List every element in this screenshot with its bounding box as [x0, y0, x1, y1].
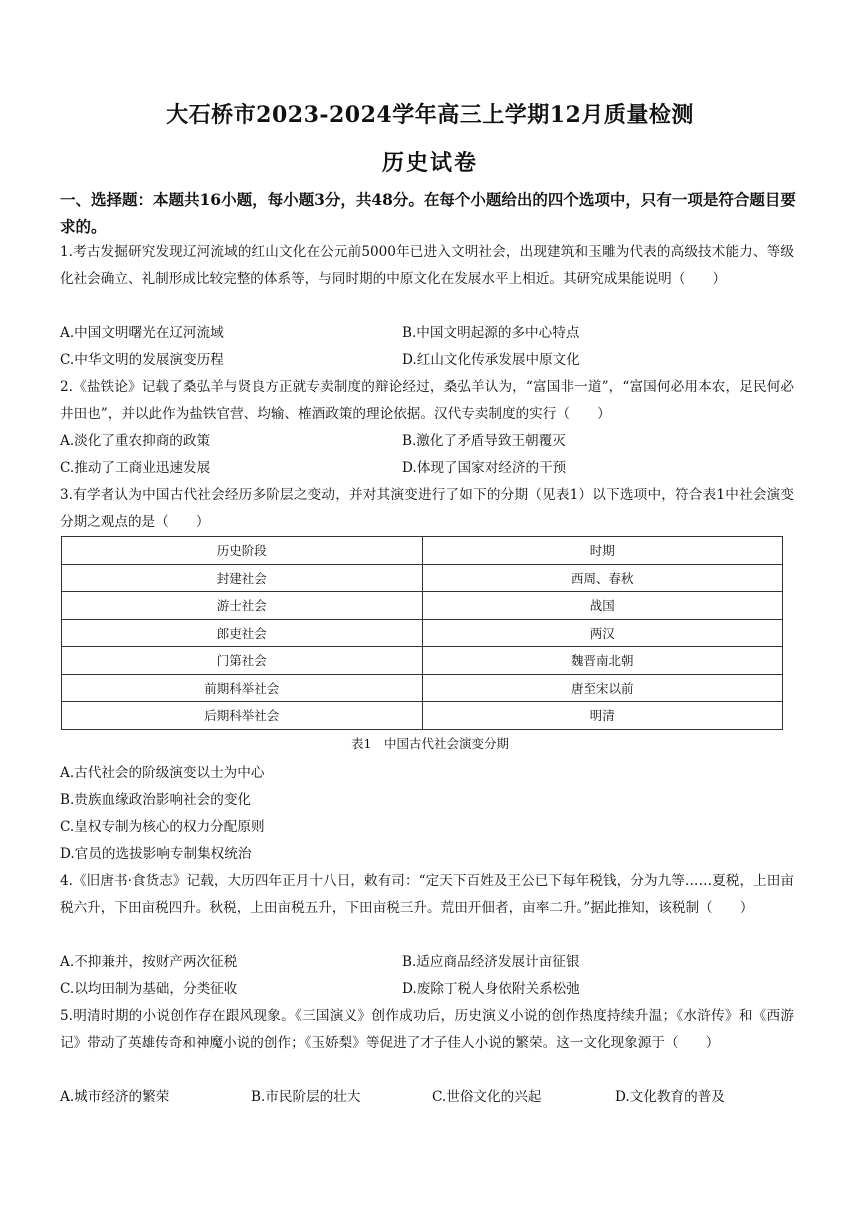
table-cell: 游士社会: [62, 592, 423, 620]
table-cell: 两汉: [422, 619, 783, 647]
question-5-option-d: D.文化教育的普及: [615, 1089, 725, 1105]
question-1-option-d: D.红山文化传承发展中原文化: [402, 352, 580, 368]
question-1-option-b: B.中国文明起源的多中心特点: [402, 325, 580, 341]
table-row: [62, 702, 783, 730]
question-3-option-d: D.官员的选拔影响专制集权统治: [60, 846, 252, 862]
table-header-cell: 历史阶段: [62, 537, 423, 565]
table-cell: 封建社会: [62, 564, 423, 592]
question-5-stem: 5.明清时期的小说创作存在跟风现象。《三国演义》创作成功后，历史演义小说的创作热度持续升温；《水浒传》和《西游记》带动了英雄传奇和神魔小说的创作；《玉娇梨》等促进了才子佳人小说的繁荣。这一文化现象源于（ ）: [60, 1008, 794, 1051]
question-3-stem: 3.有学者认为中国古代社会经历多阶层之变动，并对其演变进行了如下的分期（见表1）以下选项中，符合表1中社会演变分期之观点的是（ ）: [60, 487, 794, 530]
question-2-stem: 2.《盐铁论》记载了桑弘羊与贤良方正就专卖制度的辩论经过，桑弘羊认为，“富国非一道”，“富国何必用本农，足民何必井田也”，并以此作为盐铁官营、均输、榷酒政策的理论依据。汉代专卖制度的实行（ ）: [60, 379, 794, 422]
table-header-row: [62, 537, 783, 565]
question-1-option-c: C.中华文明的发展演变历程: [60, 352, 224, 368]
question-2-option-a: A.淡化了重农抑商的政策: [60, 433, 211, 449]
exam-subtitle: 历史试卷: [381, 150, 478, 176]
question-4-option-b: B.适应商品经济发展计亩征银: [402, 954, 580, 970]
question-1-stem: 1.考古发掘研究发现辽河流域的红山文化在公元前5000年已进入文明社会，出现建筑和玉雕为代表的高级技术能力、等级化社会确立、礼制形成比较完整的体系等，与同时期的中原文化在发展水平上相近。其研究成果能说明（ ）: [60, 244, 794, 287]
table-cell: 后期科举社会: [62, 702, 423, 730]
question-4-option-d: D.废除丁税人身依附关系松弛: [402, 981, 580, 997]
table-cell: 前期科举社会: [62, 674, 423, 702]
table-cell: 战国: [422, 592, 783, 620]
table-cell: 郎吏社会: [62, 619, 423, 647]
question-1-option-a: A.中国文明曙光在辽河流域: [60, 325, 224, 341]
table-cell: 唐至宋以前: [422, 674, 783, 702]
question-4-stem: 4.《旧唐书·食货志》记载，大历四年正月十八日，敕有司：“定天下百姓及王公已下每年税钱，分为九等……夏税，上田亩税六升，下田亩税四升。秋税，上田亩税五升，下田亩税三升。荒田开佃者，亩率二升。”据此推知，该税制（ ）: [60, 873, 794, 916]
question-3-option-b: B.贵族血缘政治影响社会的变化: [60, 792, 252, 808]
table-cell: 西周、春秋: [422, 564, 783, 592]
table-row: [62, 674, 783, 702]
society-periods-table: [61, 536, 783, 730]
question-5-option-a: A.城市经济的繁荣: [60, 1089, 170, 1105]
table-row: [62, 564, 783, 592]
exam-title: 大石桥市2023-2024学年高三上学期12月质量检测: [166, 102, 694, 128]
table-header-cell: 时期: [422, 537, 783, 565]
question-3-option-a: A.古代社会的阶级演变以士为中心: [60, 765, 265, 781]
section-heading: 一、选择题：本题共16小题，每小题3分，共48分。在每个小题给出的四个选项中，只有一项是符合题目要求的。: [60, 190, 796, 236]
question-5-option-c: C.世俗文化的兴起: [432, 1089, 542, 1105]
table-caption: 表1 中国古代社会演变分期: [351, 736, 509, 751]
question-3-option-c: C.皇权专制为核心的权力分配原则: [60, 819, 265, 835]
table-cell: 明清: [422, 702, 783, 730]
table-cell: 魏晋南北朝: [422, 647, 783, 675]
question-4-option-c: C.以均田制为基础，分类征收: [60, 981, 238, 997]
table-row: [62, 592, 783, 620]
question-2-option-d: D.体现了国家对经济的干预: [402, 460, 567, 476]
table-row: [62, 619, 783, 647]
question-2-option-c: C.推动了工商业迅速发展: [60, 460, 211, 476]
table-row: [62, 647, 783, 675]
table-cell: 门第社会: [62, 647, 423, 675]
question-5-option-b: B.市民阶层的壮大: [251, 1089, 361, 1105]
question-2-option-b: B.激化了矛盾导致王朝覆灭: [402, 433, 566, 449]
question-4-option-a: A.不抑兼并，按财产两次征税: [60, 954, 238, 970]
